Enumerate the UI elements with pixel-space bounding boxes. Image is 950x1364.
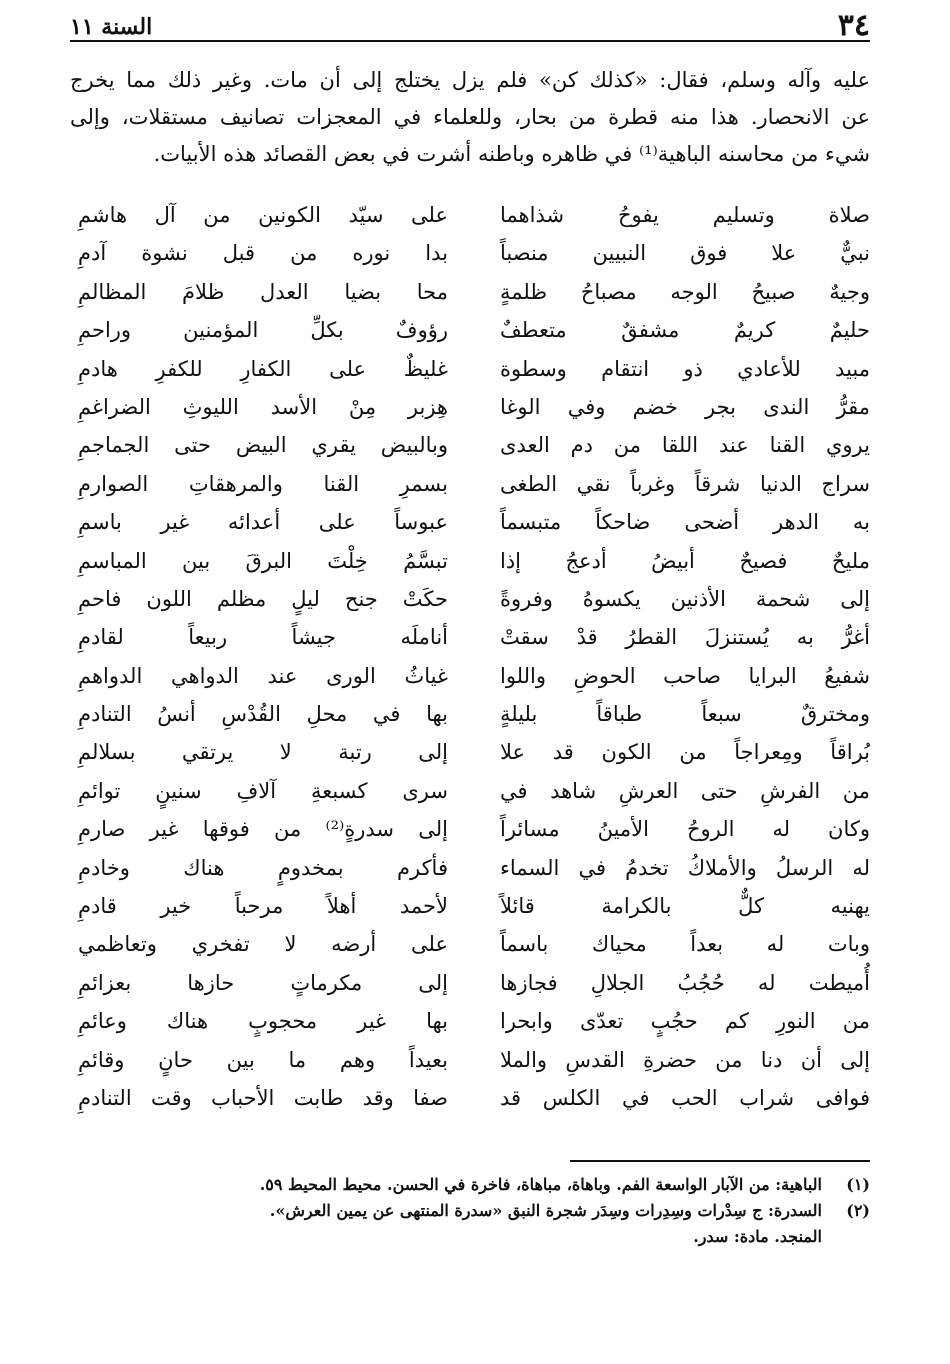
verse-second-hemistich: حكَتْ جنح ليلٍ مظلم اللون فاحمِ [78,586,448,611]
verse-second-hemistich: تبسَّمُ خِلْتَ البرقَ بين المباسمِ [78,548,448,573]
verse-first-hemistich: حليمٌ كريمٌ مشفقٌ متعطفٌ [500,318,870,343]
verse-first-hemistich: به الدهر أضحى ضاحكاً متبسماً [500,510,870,535]
verse-second-hemistich: أناملَه جيشاً ربيعاً لقادمِ [78,625,448,650]
verse-first-hemistich: صلاة وتسليم يفوحُ شذاهما [500,203,870,227]
verse-first-hemistich: مليحٌ فصيحٌ أبيضُ أدعجُ إذا [500,548,870,573]
verse-first-hemistich: وكان له الروحُ الأمينُ مسائراً [500,817,870,842]
verse-second-hemistich: سرى كسبعةِ آلافِ سنينٍ توائمِ [78,778,448,803]
verse-first-hemistich: إلى أن دنا من حضرةِ القدسِ والملا [500,1047,870,1072]
verse-second-hemistich: عبوساً على أعدائه غير باسمِ [78,510,448,535]
intro-line: شيء من محاسنه الباهية⁽¹⁾ في ظاهره وباطنه أشرت في بعض القصائد هذه الأبيات. [153,142,870,166]
verse-first-hemistich: من الفرشِ حتى العرشِ شاهد في [500,778,870,803]
footnote-number: (٢) [846,1201,870,1220]
intro-line: عليه وآله وسلم، فقال: «كذلك كن» فلم يزل يختلج إلى أن مات. وغير ذلك مما يخرج [70,68,870,92]
verse-second-hemistich: غليظٌ على الكفارِ للكفرِ هادمِ [78,356,448,381]
verse-second-hemistich: على سيّد الكونين من آل هاشمِ [78,203,448,227]
verse-first-hemistich: مبيد للأعادي ذو انتقام وسطوة [500,356,870,381]
footnote-rule [570,1160,870,1162]
verse-first-hemistich: مقرُّ الندى بجر خضم وفي الوغا [500,394,870,419]
verse-second-hemistich: إلى رتبة لا يرتقي بسلالمِ [78,740,448,765]
verse-first-hemistich: ومخترقٌ سبعاً طباقاً بليلةٍ [500,702,870,727]
verse-second-hemistich: غياثُ الورى عند الدواهي الدواهمِ [78,663,448,688]
verse-first-hemistich: يروي القنا عند اللقا من دم العدى [500,433,870,458]
verse-second-hemistich: رؤوفٌ بكلِّ المؤمنين وراحمِ [78,318,448,343]
footnote-2 [70,1198,870,1250]
footnote-number: (١) [846,1175,870,1194]
intro-paragraph [70,62,870,173]
verse-first-hemistich: بُراقاً ومِعراجاً من الكون قد علا [500,740,870,765]
verse-first-hemistich: أُميطت له حُجُبُ الجلالِ فجازها [500,970,870,995]
header-rule [70,40,870,42]
verse-first-hemistich: من النورِ كم حجُبٍ تعدّى وابحرا [500,1009,870,1034]
page-number: ٣٤ [837,8,870,43]
verse-second-hemistich: بسمرِ القنا والمرهقاتِ الصوارمِ [78,471,448,496]
verse-first-hemistich: سراج الدنيا شرقاً وغرباً نقي الطغى [500,471,870,496]
verse-second-hemistich: على أرضه لا تفخري وتعاظمي [78,932,448,957]
verse-second-hemistich: بدا نوره من قبل نشوة آدمِ [78,241,448,266]
footnote-line: المنجد. مادة: سدر. [693,1227,822,1246]
verse-second-hemistich: هِزبر مِنْ الأسد الليوثِ الضراغمِ [78,394,448,419]
verse-second-hemistich: بها غير محجوبٍ هناك وعائمِ [78,1009,448,1034]
verse-first-hemistich: أغرُّ به يُستنزلَ القطرُ قدْ سقتْ [500,625,870,650]
verse-second-hemistich: إلى سدرةٍ⁽²⁾ من فوقها غير صارمِ [78,817,448,842]
verse-first-hemistich: له الرسلُ والأملاكُ تخدمُ في السماء [500,855,870,880]
verse-first-hemistich: وجيهٌ صبيحُ الوجه مصباحُ ظلمةٍ [500,279,870,304]
footnote-text [70,1172,822,1198]
verse-first-hemistich: شفيعُ البرايا صاحب الحوضِ واللوا [500,663,870,688]
verse-first-hemistich: إلى شحمة الأذنين يكسوهُ وفروةً [500,586,870,611]
running-head: السنة ١١ [70,14,153,40]
verse-first-hemistich: فوافى شراب الحب في الكلس قد [500,1085,870,1110]
verse-second-hemistich: صفا وقد طابت الأحباب وقت التنادمِ [78,1085,448,1110]
poem [70,196,870,1141]
verse-second-hemistich: لأحمد أهلاً مرحباً خير قادمِ [78,894,448,919]
verse-second-hemistich: وبالبيض يقري البيض حتى الجماجمِ [78,433,448,458]
poem-left-column [78,196,448,1117]
verse-second-hemistich: إلى مكرماتٍ حازها بعزائمِ [78,970,448,995]
footnote-text [70,1198,822,1250]
page-header [70,8,870,44]
poem-right-column [500,196,870,1117]
verse-second-hemistich: بعيداً وهم ما بين حانٍ وقائمِ [78,1047,448,1072]
verse-second-hemistich: بها في محلِ القُدْسِ أنسُ التنادمِ [78,702,448,727]
verse-second-hemistich: فأكرم بمخدومٍ هناك وخادمِ [78,855,448,880]
footnote-line: السدرة: ج سِدْرات وسِدِرات وسِدَر شجرة النبق «سدرة المنتهى عن يمين العرش». [269,1201,822,1220]
footnote-line: الباهية: من الآبار الواسعة الفم. وباهاة، مباهاة، فاخرة في الحسن. محيط المحيط ٥٩. [259,1175,822,1194]
verse-first-hemistich: وبات له بعداً محياك باسماً [500,932,870,957]
footnotes [70,1172,870,1250]
footnote-1 [70,1172,870,1198]
verse-first-hemistich: يهنيه كلٌّ بالكرامة قائلاً [500,894,870,919]
verse-first-hemistich: نبيٌّ علا فوق النبيين منصباً [500,241,870,266]
verse-second-hemistich: محا بضيا العدل ظلامَ المظالمِ [78,279,448,304]
intro-line: عن الانحصار. هذا منه قطرة من بحار، وللعلماء في المعجزات تصانيف مستقلات، وإلى [70,105,870,129]
